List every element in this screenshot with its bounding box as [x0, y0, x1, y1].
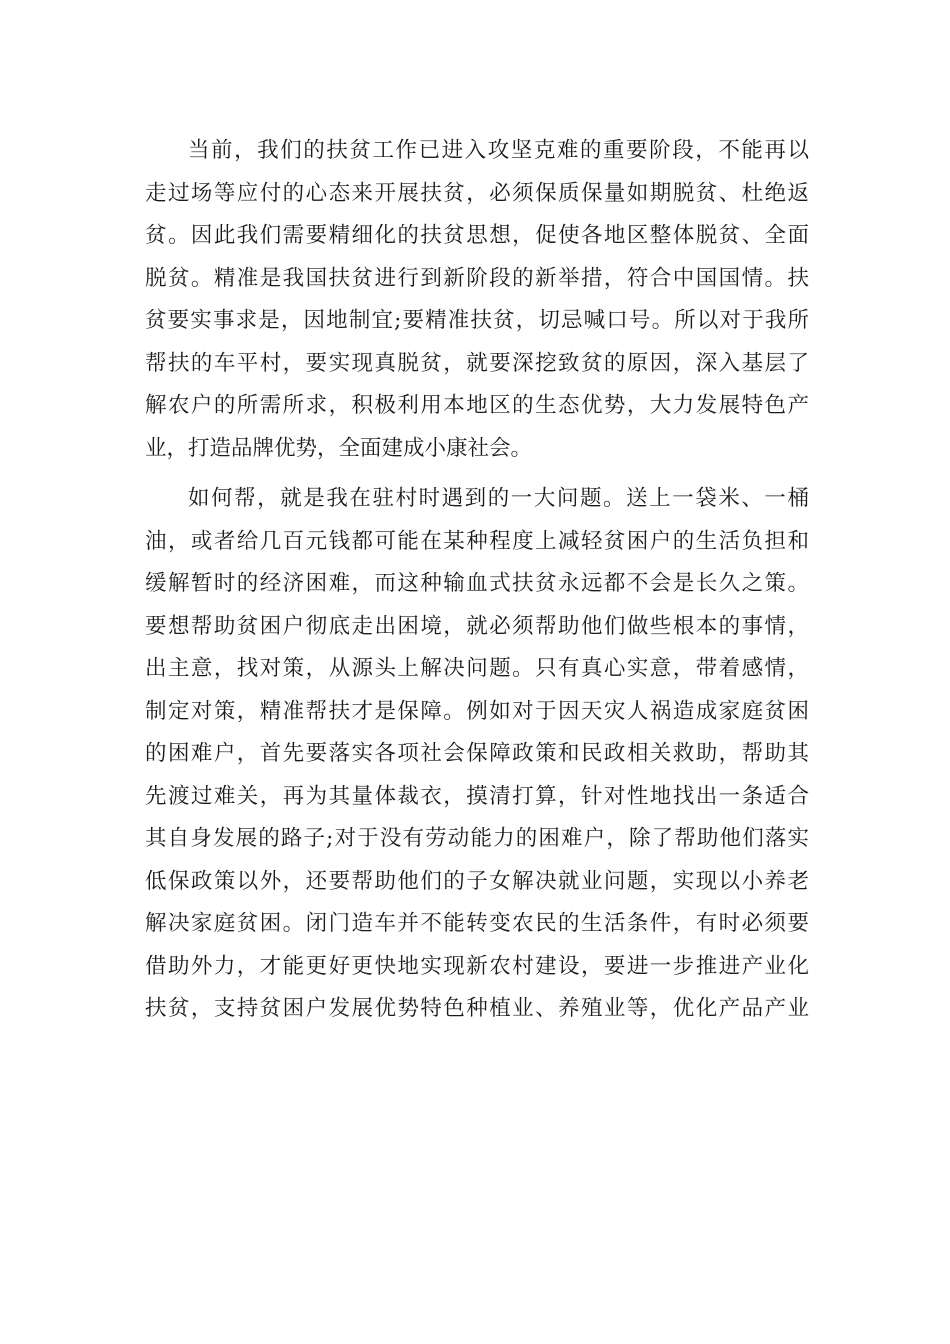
text-line: 解农户的所需所求，积极利用本地区的生态优势，大力发展特色产 — [145, 393, 809, 418]
text-line: 缓解暂时的经济困难，而这种输血式扶贫永远都不会是长久之策。 — [145, 571, 809, 596]
text-line: 如何帮，就是我在驻村时遇到的一大问题。送上一袋米、一桶 — [188, 486, 809, 511]
text-line: 业，打造品牌优势，全面建成小康社会。 — [145, 435, 533, 461]
text-line: 低保政策以外，还要帮助他们的子女解决就业问题，实现以小养老 — [145, 868, 809, 894]
text-line: 制定对策，精准帮扶才是保障。例如对于因天灾人祸造成家庭贫困 — [145, 698, 809, 724]
paragraph-1 — [145, 130, 809, 470]
text-line: 油，或者给几百元钱都可能在某种程度上减轻贫困户的生活负担和 — [145, 528, 809, 554]
text-line: 其自身发展的路子;对于没有劳动能力的困难户，除了帮助他们落实 — [145, 826, 809, 851]
text-line: 脱贫。精准是我国扶贫进行到新阶段的新举措，符合中国国情。扶 — [145, 265, 809, 291]
text-line: 帮扶的车平村，要实现真脱贫，就要深挖致贫的原因，深入基层了 — [145, 350, 809, 376]
document-body — [145, 130, 809, 1031]
text-line: 借助外力，才能更好更快地实现新农村建设，要进一步推进产业化 — [145, 953, 809, 979]
text-line: 的困难户，首先要落实各项社会保障政策和民政相关救助，帮助其 — [145, 741, 809, 766]
text-line: 走过场等应付的心态来开展扶贫，必须保质保量如期脱贫、杜绝返 — [145, 180, 809, 206]
text-line: 要想帮助贫困户彻底走出困境，就必须帮助他们做些根本的事情， — [145, 613, 809, 639]
text-line: 当前，我们的扶贫工作已进入攻坚克难的重要阶段，不能再以 — [188, 138, 809, 163]
text-line: 出主意，找对策，从源头上解决问题。只有真心实意，带着感情， — [145, 656, 809, 681]
text-line: 扶贫，支持贫困户发展优势特色种植业、养殖业等，优化产品产业 — [145, 996, 809, 1021]
paragraph-gap — [145, 470, 809, 478]
paragraph-2 — [145, 478, 809, 1031]
text-line: 贫。因此我们需要精细化的扶贫思想，促使各地区整体脱贫、全面 — [145, 223, 809, 248]
text-line: 解决家庭贫困。闭门造车并不能转变农民的生活条件，有时必须要 — [145, 911, 809, 936]
text-line: 贫要实事求是，因地制宜;要精准扶贫，切忌喊口号。所以对于我所 — [145, 308, 809, 333]
text-line: 先渡过难关，再为其量体裁衣，摸清打算，针对性地找出一条适合 — [145, 783, 809, 809]
